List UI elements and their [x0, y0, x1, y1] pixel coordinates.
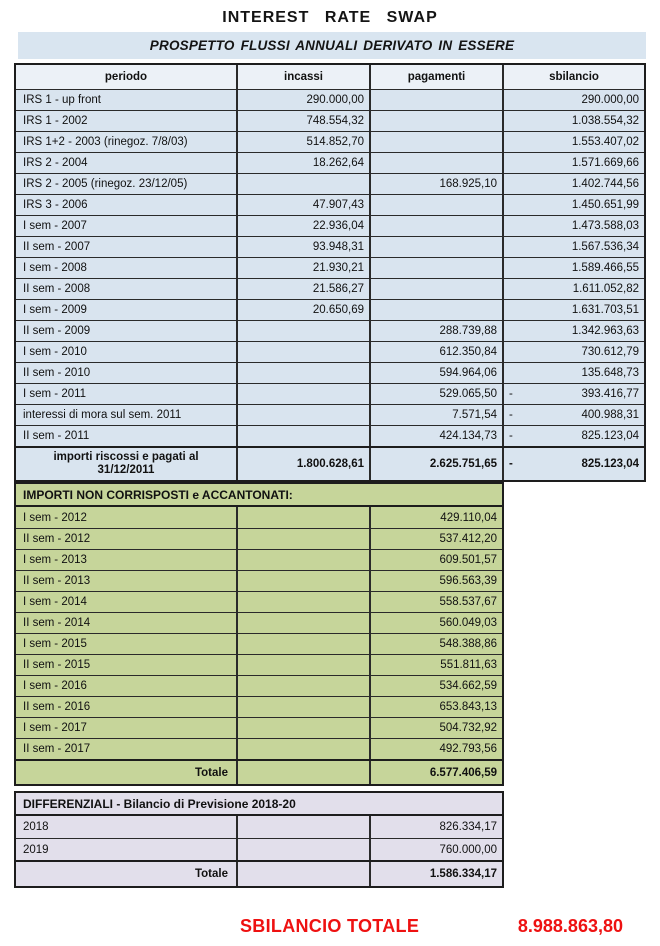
accantonati-row	[16, 675, 502, 696]
periodo-cell: interessi di mora sul sem. 2011	[23, 409, 182, 421]
differenziali-body	[16, 816, 502, 860]
incassi-cell	[236, 405, 369, 425]
summary-label: importi riscossi e pagati al 31/12/2011	[53, 451, 199, 476]
pagamenti-cell	[369, 258, 502, 278]
empty-cell	[236, 697, 369, 717]
pagamenti-cell: 7.571,54	[369, 405, 502, 425]
empty-cell	[236, 676, 369, 696]
pagamenti-cell	[369, 111, 502, 131]
minus-sign: -	[509, 409, 513, 421]
importo-cell: 429.110,04	[369, 507, 502, 528]
pagamenti-cell	[369, 300, 502, 320]
pagamenti-cell	[369, 216, 502, 236]
incassi-cell	[236, 363, 369, 383]
accantonati-row	[16, 507, 502, 528]
periodo-cell: II sem - 2010	[23, 367, 91, 379]
empty-cell	[236, 634, 369, 654]
table-row	[16, 425, 644, 446]
sbilancio-cell	[502, 363, 644, 383]
total-label: Totale	[194, 868, 228, 880]
pagamenti-cell	[369, 237, 502, 257]
sbilancio-value: 1.571.669,66	[571, 157, 639, 169]
table-row	[16, 278, 644, 299]
sbilancio-cell	[502, 426, 644, 446]
pagamenti-cell	[369, 279, 502, 299]
importo-cell: 596.563,39	[369, 571, 502, 591]
empty-cell	[236, 739, 369, 759]
accantonati-total-row	[16, 759, 502, 784]
accantonati-row	[16, 549, 502, 570]
sbilancio-totale-label: SBILANCIO TOTALE	[240, 916, 420, 936]
periodo-cell: I sem - 2010	[23, 346, 87, 358]
incassi-cell: 18.262,64	[236, 153, 369, 173]
col-header-pagamenti: pagamenti	[369, 65, 502, 89]
sbilancio-value: 135.648,73	[581, 367, 639, 379]
sbilancio-value: 1.631.703,51	[571, 304, 639, 316]
incassi-cell: 22.936,04	[236, 216, 369, 236]
sbilancio-cell	[502, 279, 644, 299]
differenziali-row	[16, 816, 502, 838]
empty-cell	[236, 571, 369, 591]
total-label: Totale	[194, 766, 228, 779]
sbilancio-value: 1.611.052,82	[572, 283, 639, 295]
periodo-cell: II sem - 2009	[23, 325, 91, 337]
pagamenti-cell: 612.350,84	[369, 342, 502, 362]
incassi-cell: 21.930,21	[236, 258, 369, 278]
pagamenti-cell	[369, 153, 502, 173]
importo-cell: 551.811,63	[369, 655, 502, 675]
importo-cell: 653.843,13	[369, 697, 502, 717]
pagamenti-cell: 424.134,73	[369, 426, 502, 446]
table-row	[16, 89, 644, 110]
incassi-cell: 290.000,00	[236, 90, 369, 110]
empty-cell	[236, 718, 369, 738]
periodo-cell: 2019	[23, 843, 49, 856]
differenziali-row	[16, 838, 502, 860]
summary-row	[16, 446, 644, 480]
flows-table	[14, 63, 646, 482]
table-row	[16, 320, 644, 341]
importo-cell: 760.000,00	[369, 839, 502, 860]
periodo-cell: I sem - 2009	[23, 304, 87, 316]
importo-cell: 826.334,17	[369, 816, 502, 838]
col-header-periodo: periodo	[104, 71, 148, 83]
document-page	[0, 9, 660, 946]
incassi-cell: 748.554,32	[236, 111, 369, 131]
table-row	[16, 362, 644, 383]
table-row	[16, 257, 644, 278]
periodo-cell: IRS 2 - 2004	[23, 157, 88, 169]
incassi-cell: 93.948,31	[236, 237, 369, 257]
summary-sbilancio	[502, 448, 644, 480]
empty-cell	[236, 761, 369, 784]
incassi-cell: 20.650,69	[236, 300, 369, 320]
incassi-cell: 514.852,70	[236, 132, 369, 152]
incassi-cell	[236, 174, 369, 194]
importo-cell: 558.537,67	[369, 592, 502, 612]
periodo-cell: II sem - 2013	[23, 575, 91, 587]
pagamenti-cell	[369, 195, 502, 215]
table-row	[16, 173, 644, 194]
accantonati-section-header: IMPORTI NON CORRISPOSTI e ACCANTONATI:	[16, 484, 502, 507]
periodo-cell: IRS 1 - up front	[23, 94, 101, 106]
pagamenti-cell	[369, 90, 502, 110]
periodo-cell: II sem - 2007	[23, 241, 91, 253]
differenziali-section-header: DIFFERENZIALI - Bilancio di Previsione 2018-20	[16, 793, 502, 816]
periodo-cell: I sem - 2017	[23, 722, 87, 734]
sbilancio-value: 400.988,31	[581, 409, 639, 421]
periodo-cell: I sem - 2016	[23, 680, 87, 692]
sbilancio-cell	[502, 405, 644, 425]
incassi-cell: 47.907,43	[236, 195, 369, 215]
periodo-cell: IRS 1+2 - 2003 (rinegoz. 7/8/03)	[23, 136, 188, 148]
incassi-cell	[236, 384, 369, 404]
periodo-cell: 2018	[23, 821, 49, 833]
periodo-cell: II sem - 2017	[23, 743, 91, 755]
pagamenti-cell: 168.925,10	[369, 174, 502, 194]
table-row	[16, 110, 644, 131]
periodo-cell: I sem - 2015	[23, 638, 87, 650]
accantonati-section	[14, 482, 504, 786]
grand-total-line	[0, 916, 660, 937]
incassi-cell: 21.586,27	[236, 279, 369, 299]
total-value: 6.577.406,59	[369, 761, 502, 784]
flows-table-body	[16, 89, 644, 446]
empty-cell	[236, 550, 369, 570]
importo-cell: 609.501,57	[369, 550, 502, 570]
accantonati-row	[16, 696, 502, 717]
differenziali-section	[14, 791, 504, 888]
sbilancio-cell	[502, 90, 644, 110]
sbilancio-value: 825.123,04	[581, 430, 639, 442]
periodo-cell: I sem - 2008	[23, 262, 87, 274]
accantonati-row	[16, 654, 502, 675]
table-row	[16, 194, 644, 215]
incassi-cell	[236, 342, 369, 362]
importo-cell: 504.732,92	[369, 718, 502, 738]
accantonati-row	[16, 738, 502, 759]
incassi-cell	[236, 426, 369, 446]
periodo-cell: I sem - 2011	[23, 388, 87, 400]
accantonati-row	[16, 591, 502, 612]
empty-cell	[236, 839, 369, 860]
table-row	[16, 152, 644, 173]
accantonati-row	[16, 570, 502, 591]
col-header-sbilancio: sbilancio	[502, 65, 644, 89]
sbilancio-cell	[502, 321, 644, 341]
sbilancio-cell	[502, 258, 644, 278]
sbilancio-cell	[502, 111, 644, 131]
differenziali-total-row	[16, 860, 502, 886]
sbilancio-value: 1.038.554,32	[571, 115, 639, 127]
periodo-cell: IRS 1 - 2002	[23, 115, 88, 127]
summary-pagamenti: 2.625.751,65	[369, 448, 502, 480]
table-row	[16, 341, 644, 362]
table-header-row	[16, 65, 644, 89]
table-row	[16, 404, 644, 425]
accantonati-row	[16, 717, 502, 738]
accantonati-row	[16, 528, 502, 549]
empty-cell	[236, 507, 369, 528]
periodo-cell: IRS 3 - 2006	[23, 199, 88, 211]
periodo-cell: II sem - 2014	[23, 617, 91, 629]
sbilancio-cell	[502, 342, 644, 362]
empty-cell	[236, 529, 369, 549]
periodo-cell: II sem - 2015	[23, 659, 91, 671]
periodo-cell: I sem - 2012	[23, 511, 87, 524]
importo-cell: 548.388,86	[369, 634, 502, 654]
empty-cell	[236, 816, 369, 838]
sbilancio-value: 393.416,77	[581, 388, 639, 400]
sbilancio-cell	[502, 195, 644, 215]
sbilancio-cell	[502, 216, 644, 236]
sbilancio-value: 730.612,79	[581, 346, 639, 358]
accantonati-body	[16, 507, 502, 759]
sbilancio-value: 1.450.651,99	[571, 199, 639, 211]
sbilancio-cell	[502, 174, 644, 194]
importo-cell: 537.412,20	[369, 529, 502, 549]
importo-cell: 534.662,59	[369, 676, 502, 696]
col-header-incassi: incassi	[236, 65, 369, 89]
sbilancio-cell	[502, 237, 644, 257]
sbilancio-value: 290.000,00	[581, 94, 639, 106]
subtitle-banner	[18, 32, 646, 59]
sbilancio-value: 825.123,04	[581, 458, 639, 470]
sbilancio-cell	[502, 153, 644, 173]
total-value: 1.586.334,17	[369, 862, 502, 886]
table-row	[16, 131, 644, 152]
sbilancio-value: 1.473.588,03	[571, 220, 639, 232]
pagamenti-cell: 529.065,50	[369, 384, 502, 404]
empty-cell	[236, 862, 369, 886]
periodo-cell: I sem - 2013	[23, 554, 87, 566]
subtitle-text: PROSPETTO FLUSSI ANNUALI DERIVATO IN ESSERE	[149, 38, 515, 53]
periodo-cell: I sem - 2014	[23, 596, 87, 608]
accantonati-row	[16, 612, 502, 633]
accantonati-row	[16, 633, 502, 654]
sbilancio-value: 1.402.744,56	[571, 178, 639, 190]
sbilancio-value: 1.589.466,55	[571, 262, 639, 274]
sbilancio-value: 1.553.407,02	[571, 136, 639, 148]
table-row	[16, 236, 644, 257]
empty-cell	[236, 613, 369, 633]
empty-cell	[236, 655, 369, 675]
empty-cell	[236, 592, 369, 612]
importo-cell: 560.049,03	[369, 613, 502, 633]
periodo-cell: II sem - 2011	[23, 430, 90, 442]
table-row	[16, 215, 644, 236]
page-title: INTEREST RATE SWAP	[222, 9, 438, 26]
pagamenti-cell	[369, 132, 502, 152]
importo-cell: 492.793,56	[369, 739, 502, 759]
sbilancio-cell	[502, 300, 644, 320]
pagamenti-cell: 594.964,06	[369, 363, 502, 383]
summary-incassi: 1.800.628,61	[236, 448, 369, 480]
periodo-cell: IRS 2 - 2005 (rinegoz. 23/12/05)	[23, 178, 188, 190]
pagamenti-cell: 288.739,88	[369, 321, 502, 341]
sbilancio-cell	[502, 384, 644, 404]
table-row	[16, 383, 644, 404]
periodo-cell: II sem - 2012	[23, 533, 91, 545]
incassi-cell	[236, 321, 369, 341]
table-row	[16, 299, 644, 320]
periodo-cell: I sem - 2007	[23, 220, 87, 232]
periodo-cell: II sem - 2016	[23, 701, 91, 713]
minus-sign: -	[509, 458, 513, 470]
sbilancio-value: 1.342.963,63	[571, 325, 639, 337]
minus-sign: -	[509, 388, 513, 400]
periodo-cell: II sem - 2008	[23, 283, 91, 295]
sbilancio-value: 1.567.536,34	[571, 241, 639, 253]
sbilancio-cell	[502, 132, 644, 152]
minus-sign: -	[509, 430, 513, 442]
sbilancio-totale-value: 8.988.863,80	[517, 916, 623, 936]
